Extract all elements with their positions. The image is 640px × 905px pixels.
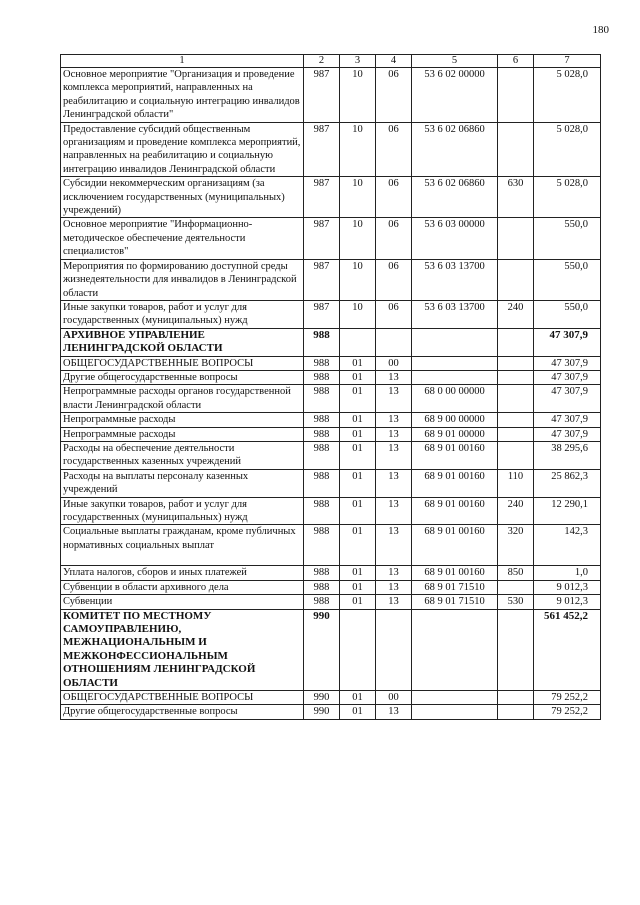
column-header: 7 [534,55,601,68]
amount-cell: 47 307,9 [534,370,601,384]
subsection-cell: 13 [376,497,412,525]
row-name-cell: Непрограммные расходы [61,427,304,441]
target-article-cell [412,356,498,370]
expense-type-cell [498,385,534,413]
table-row [61,68,601,123]
subsection-cell: 13 [376,413,412,427]
amount-cell: 47 307,9 [534,328,601,356]
row-name-cell: Основное мероприятие "Организация и проведение комплекса мероприятий, направленных на реабилитацию и социальную интеграцию инвалидов Ленинградской области" [61,68,304,123]
row-name-cell: Иные закупки товаров, работ и услуг для государственных (муниципальных) нужд [61,497,304,525]
section-cell: 01 [340,525,376,566]
table-row [61,705,601,719]
row-name-cell: Мероприятия по формированию доступной среды жизнедеятельности для инвалидов в Ленинградской области [61,259,304,300]
column-header: 3 [340,55,376,68]
expense-type-cell [498,356,534,370]
row-name-cell: Предоставление субсидий общественным организациям и проведение комплекса мероприятий, направленных на реабилитацию и социальную интеграцию инвалидов Ленинградской области [61,122,304,177]
target-article-cell [412,691,498,705]
table-row [61,691,601,705]
admin-code-cell: 988 [304,566,340,580]
row-name-cell: АРХИВНОЕ УПРАВЛЕНИЕ ЛЕНИНГРАДСКОЙ ОБЛАСТИ [61,328,304,356]
budget-table [60,54,601,720]
expense-type-cell: 240 [498,497,534,525]
target-article-cell [412,705,498,719]
target-article-cell: 68 9 01 00160 [412,566,498,580]
target-article-cell: 68 9 01 71510 [412,580,498,594]
expense-type-cell [498,580,534,594]
subsection-cell: 13 [376,525,412,566]
section-cell: 01 [340,705,376,719]
section-cell: 10 [340,177,376,218]
table-row [61,580,601,594]
expense-type-cell [498,328,534,356]
table-row [61,497,601,525]
target-article-cell: 68 9 01 00160 [412,497,498,525]
table-row [61,469,601,497]
target-article-cell: 68 9 01 00000 [412,427,498,441]
target-article-cell: 68 9 00 00000 [412,413,498,427]
section-cell: 10 [340,122,376,177]
table-row [61,218,601,259]
subsection-cell: 06 [376,259,412,300]
section-cell: 01 [340,580,376,594]
admin-code-cell: 988 [304,525,340,566]
row-name-cell: Другие общегосударственные вопросы [61,370,304,384]
row-name-cell: Непрограммные расходы [61,413,304,427]
section-cell: 10 [340,218,376,259]
expense-type-cell [498,122,534,177]
target-article-cell: 68 9 01 00160 [412,525,498,566]
amount-cell: 47 307,9 [534,385,601,413]
table-row [61,370,601,384]
section-cell: 01 [340,385,376,413]
table-row [61,356,601,370]
admin-code-cell: 988 [304,580,340,594]
amount-cell: 25 862,3 [534,469,601,497]
section-cell: 10 [340,259,376,300]
section-cell: 01 [340,427,376,441]
column-header: 6 [498,55,534,68]
expense-type-cell: 530 [498,595,534,609]
target-article-cell [412,328,498,356]
section-cell: 01 [340,566,376,580]
admin-code-cell: 987 [304,177,340,218]
subsection-cell: 06 [376,218,412,259]
subsection-cell [376,609,412,690]
target-article-cell: 68 9 01 00160 [412,469,498,497]
subsection-cell: 00 [376,356,412,370]
row-name-cell: Субсидии некоммерческим организациям (за исключением государственных (муниципальных) учреждений) [61,177,304,218]
subsection-cell: 13 [376,580,412,594]
admin-code-cell: 988 [304,356,340,370]
row-name-cell: Расходы на выплаты персоналу казенных учреждений [61,469,304,497]
amount-cell: 38 295,6 [534,441,601,469]
column-header: 5 [412,55,498,68]
row-name-cell: Субвенции в области архивного дела [61,580,304,594]
section-cell: 01 [340,469,376,497]
row-name-cell: Субвенции [61,595,304,609]
subsection-cell: 13 [376,705,412,719]
table-row [61,259,601,300]
amount-cell: 5 028,0 [534,68,601,123]
subsection-cell: 13 [376,370,412,384]
admin-code-cell: 990 [304,705,340,719]
expense-type-cell [498,441,534,469]
expense-type-cell [498,218,534,259]
table-row [61,566,601,580]
amount-cell: 47 307,9 [534,356,601,370]
row-name-cell: Другие общегосударственные вопросы [61,705,304,719]
table-row [61,385,601,413]
column-header: 2 [304,55,340,68]
section-cell: 01 [340,441,376,469]
expense-type-cell: 240 [498,300,534,328]
target-article-cell: 68 9 01 00160 [412,441,498,469]
expense-type-cell: 850 [498,566,534,580]
row-name-cell: ОБЩЕГОСУДАРСТВЕННЫЕ ВОПРОСЫ [61,691,304,705]
row-name-cell: Иные закупки товаров, работ и услуг для государственных (муниципальных) нужд [61,300,304,328]
target-article-cell: 53 6 03 13700 [412,300,498,328]
row-name-cell: Непрограммные расходы органов государственной власти Ленинградской области [61,385,304,413]
amount-cell: 561 452,2 [534,609,601,690]
subsection-cell [376,328,412,356]
subsection-cell: 13 [376,566,412,580]
expense-type-cell [498,370,534,384]
table-row [61,427,601,441]
expense-type-cell [498,413,534,427]
admin-code-cell: 987 [304,259,340,300]
table-row [61,122,601,177]
table-row [61,609,601,690]
section-cell: 01 [340,356,376,370]
amount-cell: 47 307,9 [534,427,601,441]
admin-code-cell: 988 [304,427,340,441]
amount-cell: 5 028,0 [534,177,601,218]
admin-code-cell: 987 [304,218,340,259]
amount-cell: 550,0 [534,300,601,328]
subsection-cell: 13 [376,441,412,469]
row-name-cell: Социальные выплаты гражданам, кроме публичных нормативных социальных выплат [61,525,304,566]
admin-code-cell: 988 [304,441,340,469]
amount-cell: 5 028,0 [534,122,601,177]
subsection-cell: 06 [376,122,412,177]
target-article-cell: 68 9 01 71510 [412,595,498,609]
admin-code-cell: 987 [304,68,340,123]
amount-cell: 12 290,1 [534,497,601,525]
admin-code-cell: 987 [304,122,340,177]
admin-code-cell: 990 [304,691,340,705]
row-name-cell: Уплата налогов, сборов и иных платежей [61,566,304,580]
admin-code-cell: 988 [304,370,340,384]
expense-type-cell: 110 [498,469,534,497]
expense-type-cell: 630 [498,177,534,218]
section-cell: 10 [340,300,376,328]
amount-cell: 142,3 [534,525,601,566]
target-article-cell: 53 6 02 06860 [412,122,498,177]
admin-code-cell: 988 [304,413,340,427]
amount-cell: 79 252,2 [534,691,601,705]
amount-cell: 47 307,9 [534,413,601,427]
subsection-cell: 13 [376,427,412,441]
admin-code-cell: 987 [304,300,340,328]
admin-code-cell: 988 [304,595,340,609]
table-row [61,441,601,469]
table-row [61,328,601,356]
column-header: 4 [376,55,412,68]
target-article-cell [412,370,498,384]
subsection-cell: 13 [376,385,412,413]
section-cell: 01 [340,497,376,525]
admin-code-cell: 990 [304,609,340,690]
section-cell [340,609,376,690]
expense-type-cell [498,68,534,123]
subsection-cell: 06 [376,300,412,328]
expense-type-cell [498,609,534,690]
row-name-cell: КОМИТЕТ ПО МЕСТНОМУ САМОУПРАВЛЕНИЮ, МЕЖНАЦИОНАЛЬНЫМ И МЕЖКОНФЕССИОНАЛЬНЫМ ОТНОШЕНИЯМ ЛЕНИНГРАДСКОЙ ОБЛАСТИ [61,609,304,690]
subsection-cell: 13 [376,595,412,609]
section-cell: 01 [340,413,376,427]
section-cell [340,328,376,356]
subsection-cell: 13 [376,469,412,497]
admin-code-cell: 988 [304,385,340,413]
row-name-cell: Расходы на обеспечение деятельности государственных казенных учреждений [61,441,304,469]
admin-code-cell: 988 [304,497,340,525]
target-article-cell: 53 6 03 00000 [412,218,498,259]
subsection-cell: 06 [376,68,412,123]
admin-code-cell: 988 [304,469,340,497]
table-row [61,525,601,566]
page-number: 180 [592,24,609,36]
section-cell: 01 [340,595,376,609]
target-article-cell: 68 0 00 00000 [412,385,498,413]
target-article-cell: 53 6 02 06860 [412,177,498,218]
table-row [61,300,601,328]
column-header-row [61,55,601,68]
section-cell: 10 [340,68,376,123]
target-article-cell [412,609,498,690]
expense-type-cell [498,691,534,705]
amount-cell: 550,0 [534,218,601,259]
table-row [61,595,601,609]
table-row [61,413,601,427]
table-row [61,177,601,218]
amount-cell: 9 012,3 [534,580,601,594]
amount-cell: 79 252,2 [534,705,601,719]
expense-type-cell [498,259,534,300]
section-cell: 01 [340,691,376,705]
amount-cell: 550,0 [534,259,601,300]
amount-cell: 1,0 [534,566,601,580]
row-name-cell: ОБЩЕГОСУДАРСТВЕННЫЕ ВОПРОСЫ [61,356,304,370]
expense-type-cell [498,705,534,719]
target-article-cell: 53 6 03 13700 [412,259,498,300]
admin-code-cell: 988 [304,328,340,356]
expense-type-cell: 320 [498,525,534,566]
column-header: 1 [61,55,304,68]
target-article-cell: 53 6 02 00000 [412,68,498,123]
expense-type-cell [498,427,534,441]
subsection-cell: 00 [376,691,412,705]
subsection-cell: 06 [376,177,412,218]
row-name-cell: Основное мероприятие "Информационно-методическое обеспечение деятельности специалистов" [61,218,304,259]
section-cell: 01 [340,370,376,384]
amount-cell: 9 012,3 [534,595,601,609]
table-body [61,68,601,720]
